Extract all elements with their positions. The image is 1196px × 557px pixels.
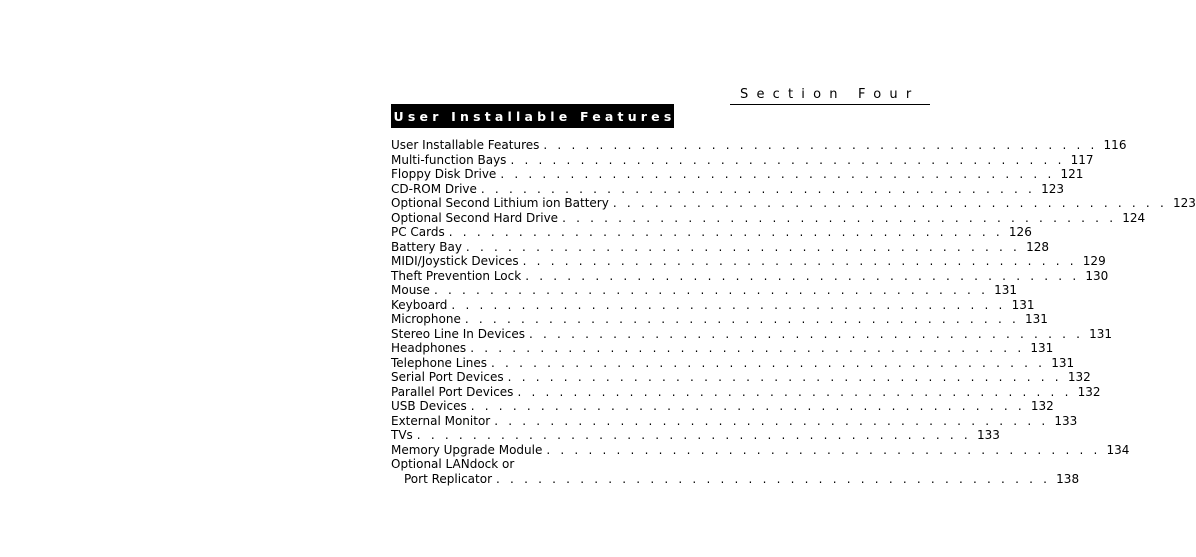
toc-entry-page: 134 bbox=[1106, 442, 1130, 457]
toc-entry-page: 116 bbox=[1103, 138, 1127, 152]
dot-leader: . . . . . . . . . . . . . . . . . . . . . . . . . . . . . . . . . . . . . . . . bbox=[480, 181, 1036, 196]
dot-leader: . . . . . . . . . . . . . . . . . . . . . . . . . . . . . . . . . . . . . . . . bbox=[451, 297, 1006, 312]
toc-entry-theft-prevention-lock[interactable] bbox=[391, 268, 1109, 284]
toc-banner bbox=[391, 104, 674, 128]
toc-entry-page: 131 bbox=[1011, 297, 1035, 312]
toc-entry-title: Telephone Lines bbox=[391, 355, 488, 370]
dot-leader: . . . . . . . . . . . . . . . . . . . . . . . . . . . . . . . . . . . . . . . . bbox=[464, 312, 1020, 326]
toc-entry-page: 124 bbox=[1122, 210, 1146, 225]
toc-entry-midi-joystick-devices[interactable] bbox=[391, 254, 1106, 269]
dot-leader: . . . . . . . . . . . . . . . . . . . . . . . . . . . . . . . . . . . . . . . . bbox=[517, 384, 1072, 399]
dot-leader: . . . . . . . . . . . . . . . . . . . . . . . . . . . . . . . . . . . . . . . . bbox=[433, 283, 989, 297]
toc-entry-page: 117 bbox=[1070, 152, 1094, 167]
toc-entry-title: Serial Port Devices bbox=[391, 370, 504, 384]
toc-entry-user-installable-features[interactable] bbox=[391, 138, 1127, 153]
toc-entry-page: 132 bbox=[1030, 399, 1054, 413]
dot-leader: . . . . . . . . . . . . . . . . . . . . . . . . . . . . . . . . . . . . . . . . bbox=[546, 442, 1101, 457]
toc-entry-title: Mouse bbox=[391, 283, 430, 297]
toc-entry-serial-port-devices[interactable] bbox=[391, 370, 1091, 385]
toc-entry-page: 128 bbox=[1026, 239, 1049, 254]
toc-entry-page: 126 bbox=[1008, 225, 1032, 239]
toc-entry-title: PC Cards bbox=[391, 225, 445, 239]
toc-entry-title: TVs bbox=[391, 428, 413, 442]
toc-entry-stereo-line-in-devices[interactable] bbox=[391, 326, 1113, 342]
dot-leader: . . . . . . . . . . . . . . . . . . . . . . . . . . . . . . . . . . . . . . . . bbox=[507, 370, 1062, 384]
dot-leader: . . . . . . . . . . . . . . . . . . . . . . . . . . . . . . . . . . . . . . . . bbox=[496, 471, 1051, 486]
toc-entry-page: 131 bbox=[1030, 341, 1054, 355]
toc-entry-title: Theft Prevention Lock bbox=[391, 268, 522, 283]
toc-entry-microphone[interactable] bbox=[391, 312, 1048, 327]
toc-entry-title: Microphone bbox=[391, 312, 461, 326]
toc-entry-page: 131 bbox=[1025, 312, 1048, 326]
dot-leader: . . . . . . . . . . . . . . . . . . . . . . . . . . . . . . . . . . . . . . . . bbox=[522, 254, 1077, 268]
dot-leader: . . . . . . . . . . . . . . . . . . . . . . . . . . . . . . . . . . . . . . . . bbox=[612, 196, 1167, 210]
toc-entry-title: Battery Bay bbox=[391, 239, 462, 254]
toc-entry-title: Floppy Disk Drive bbox=[391, 167, 497, 181]
dot-leader: . . . . . . . . . . . . . . . . . . . . . . . . . . . . . . . . . . . . . . . . bbox=[491, 355, 1046, 370]
toc-entry-page: 129 bbox=[1082, 254, 1106, 268]
toc-entry-page: 130 bbox=[1085, 268, 1109, 283]
toc-entry-title: Optional LANdock or bbox=[391, 457, 515, 471]
dot-leader: . . . . . . . . . . . . . . . . . . . . . . . . . . . . . . . . . . . . . . . . bbox=[543, 138, 1098, 152]
toc-entry-title: Optional Second Lithium ion Battery bbox=[391, 196, 609, 210]
toc-entry-page: 133 bbox=[976, 428, 1000, 442]
dot-leader: . . . . . . . . . . . . . . . . . . . . . . . . . . . . . . . . . . . . . . . . bbox=[500, 167, 1055, 181]
dot-leader: . . . . . . . . . . . . . . . . . . . . . . . . . . . . . . . . . . . . . . . . bbox=[529, 326, 1084, 341]
toc-entry-battery-bay[interactable] bbox=[391, 239, 1049, 255]
toc-entry-memory-upgrade-module[interactable] bbox=[391, 442, 1130, 458]
toc-entry-optional-landock[interactable] bbox=[391, 457, 674, 472]
section-label: Section Four bbox=[740, 87, 920, 102]
toc-entry-page: 123 bbox=[1041, 181, 1064, 196]
dot-leader: . . . . . . . . . . . . . . . . . . . . . . . . . . . . . . . . . . . . . . . . bbox=[510, 152, 1065, 167]
toc-entry-title: User Installable Features bbox=[391, 138, 540, 152]
toc-entry-floppy-disk-drive[interactable] bbox=[391, 167, 1084, 182]
toc-entry-parallel-port-devices[interactable] bbox=[391, 384, 1101, 400]
toc-entry-page: 123 bbox=[1172, 196, 1196, 210]
toc-banner-title: User Installable Features bbox=[393, 108, 676, 124]
toc-entry-page: 132 bbox=[1067, 370, 1091, 384]
toc-entry-pc-cards[interactable] bbox=[391, 225, 1032, 240]
toc-entry-external-monitor[interactable] bbox=[391, 413, 1078, 429]
toc-entry-optional-second-hard-drive[interactable] bbox=[391, 210, 1146, 226]
toc-entry-title: Memory Upgrade Module bbox=[391, 442, 543, 457]
toc-entry-title: Multi-function Bays bbox=[391, 152, 507, 167]
dot-leader: . . . . . . . . . . . . . . . . . . . . . . . . . . . . . . . . . . . . . . . . bbox=[448, 225, 1003, 239]
toc-entry-title: Stereo Line In Devices bbox=[391, 326, 525, 341]
toc-entry-page: 133 bbox=[1054, 413, 1078, 428]
toc-entry-title: MIDI/Joystick Devices bbox=[391, 254, 519, 268]
toc-entry-page: 131 bbox=[1089, 326, 1113, 341]
section-header bbox=[730, 86, 930, 104]
toc-entry-title: CD-ROM Drive bbox=[391, 181, 477, 196]
toc-entry-title: Keyboard bbox=[391, 297, 448, 312]
toc-entry-title: USB Devices bbox=[391, 399, 467, 413]
dot-leader: . . . . . . . . . . . . . . . . . . . . . . . . . . . . . . . . . . . . . . . . bbox=[494, 413, 1049, 428]
toc-entry-telephone-lines[interactable] bbox=[391, 355, 1075, 371]
toc-entry-mouse[interactable] bbox=[391, 283, 1017, 298]
toc-entry-usb-devices[interactable] bbox=[391, 399, 1054, 414]
toc-entry-title: Headphones bbox=[391, 341, 467, 355]
toc-entry-keyboard[interactable] bbox=[391, 297, 1035, 313]
dot-leader: . . . . . . . . . . . . . . . . . . . . . . . . . . . . . . . . . . . . . . . . bbox=[525, 268, 1080, 283]
toc-entry-page: 121 bbox=[1060, 167, 1084, 181]
toc-entry-cd-rom-drive[interactable] bbox=[391, 181, 1064, 197]
toc-entry-tvs[interactable] bbox=[391, 428, 1000, 443]
toc-entry-headphones[interactable] bbox=[391, 341, 1054, 356]
toc-entry-title: Port Replicator bbox=[404, 471, 493, 486]
dot-leader: . . . . . . . . . . . . . . . . . . . . . . . . . . . . . . . . . . . . . . . . bbox=[416, 428, 971, 442]
section-rule bbox=[730, 104, 930, 105]
toc-entry-page: 131 bbox=[1051, 355, 1075, 370]
toc-entry-page: 132 bbox=[1077, 384, 1101, 399]
toc-entry-title: Parallel Port Devices bbox=[391, 384, 514, 399]
toc-entry-page: 138 bbox=[1056, 471, 1080, 486]
toc-entry-optional-second-battery[interactable] bbox=[391, 196, 1196, 211]
toc-entry-port-replicator[interactable] bbox=[391, 471, 1080, 487]
toc-entry-page: 131 bbox=[994, 283, 1017, 297]
dot-leader: . . . . . . . . . . . . . . . . . . . . . . . . . . . . . . . . . . . . . . . . bbox=[562, 210, 1117, 225]
dot-leader: . . . . . . . . . . . . . . . . . . . . . . . . . . . . . . . . . . . . . . . . bbox=[465, 239, 1021, 254]
toc-entry-title: External Monitor bbox=[391, 413, 491, 428]
dot-leader: . . . . . . . . . . . . . . . . . . . . . . . . . . . . . . . . . . . . . . . . bbox=[470, 399, 1025, 413]
toc-entry-title: Optional Second Hard Drive bbox=[391, 210, 559, 225]
table-of-contents bbox=[391, 138, 1196, 486]
toc-entry-multi-function-bays[interactable] bbox=[391, 152, 1094, 168]
dot-leader: . . . . . . . . . . . . . . . . . . . . . . . . . . . . . . . . . . . . . . . . bbox=[470, 341, 1025, 355]
